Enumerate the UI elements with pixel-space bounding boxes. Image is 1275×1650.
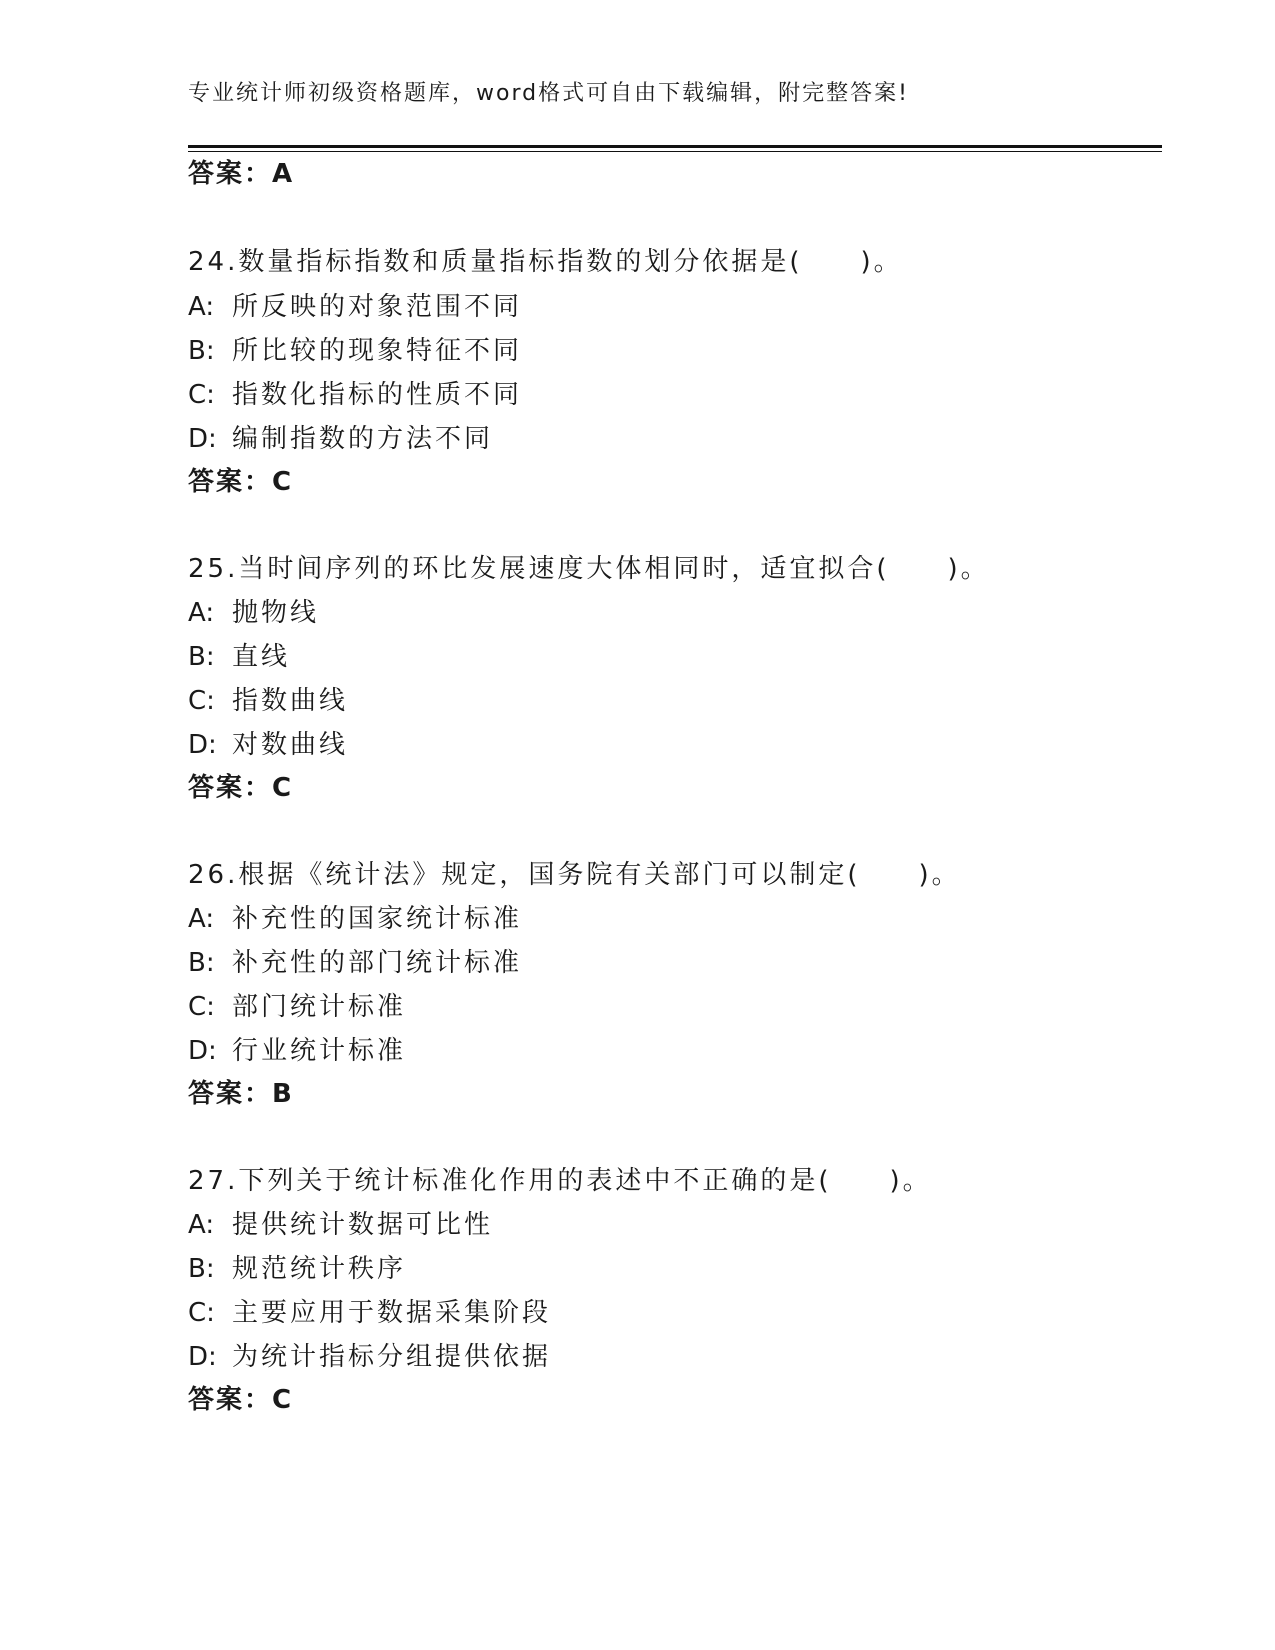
option-a xyxy=(188,597,319,629)
option-key: A: xyxy=(188,598,215,628)
option-text: 主要应用于数据采集阶段 xyxy=(232,1298,552,1328)
option-key: B: xyxy=(188,336,215,366)
option-text: 编制指数的方法不同 xyxy=(232,424,494,454)
answer-value: C xyxy=(272,1385,294,1415)
answer xyxy=(188,1078,294,1110)
option-d xyxy=(188,1035,406,1067)
answer-prefix: 答案： xyxy=(188,1385,273,1415)
option-text: 直线 xyxy=(232,642,291,672)
option-b xyxy=(188,1253,406,1285)
option-text: 所比较的现象特征不同 xyxy=(232,336,523,366)
option-key: B: xyxy=(188,1254,215,1284)
answer-value: C xyxy=(272,773,294,803)
option-text: 补充性的部门统计标准 xyxy=(232,948,523,978)
option-a xyxy=(188,291,522,323)
question-stem: 25.当时间序列的环比发展速度大体相同时，适宜拟合( )。 xyxy=(188,554,990,584)
answer-prefix: 答案： xyxy=(188,467,273,497)
option-key: D: xyxy=(188,1342,217,1372)
option-text: 指数化指标的性质不同 xyxy=(232,380,523,410)
option-text: 对数曲线 xyxy=(232,730,349,760)
option-key: C: xyxy=(188,1298,215,1328)
answer-value: A xyxy=(272,159,295,189)
option-c xyxy=(188,991,406,1023)
option-b xyxy=(188,641,290,673)
option-d xyxy=(188,1341,551,1373)
option-c xyxy=(188,685,348,717)
question-stem: 27.下列关于统计标准化作用的表述中不正确的是( )。 xyxy=(188,1166,932,1196)
header-rule-thick xyxy=(188,145,1162,148)
option-key: A: xyxy=(188,1210,215,1240)
option-key: D: xyxy=(188,1036,217,1066)
option-key: C: xyxy=(188,992,215,1022)
answer xyxy=(188,466,293,498)
option-text: 规范统计秩序 xyxy=(232,1254,407,1284)
option-key: A: xyxy=(188,904,215,934)
option-text: 补充性的国家统计标准 xyxy=(232,904,523,934)
option-text: 为统计指标分组提供依据 xyxy=(232,1342,552,1372)
answer-value: C xyxy=(272,467,294,497)
header-rule-thin xyxy=(188,151,1162,152)
option-text: 部门统计标准 xyxy=(232,992,407,1022)
answer-prefix: 答案： xyxy=(188,159,273,189)
option-key: A: xyxy=(188,292,215,322)
option-key: D: xyxy=(188,730,217,760)
option-a xyxy=(188,1209,493,1241)
option-d xyxy=(188,729,348,761)
previous-answer xyxy=(188,158,294,190)
option-b xyxy=(188,947,522,979)
answer-value: B xyxy=(272,1079,294,1109)
option-text: 所反映的对象范围不同 xyxy=(232,292,523,322)
answer xyxy=(188,1384,293,1416)
option-key: B: xyxy=(188,642,215,672)
answer xyxy=(188,772,293,804)
option-key: B: xyxy=(188,948,215,978)
option-c xyxy=(188,1297,551,1329)
answer-prefix: 答案： xyxy=(188,773,273,803)
question-stem: 26.根据《统计法》规定，国务院有关部门可以制定( )。 xyxy=(188,860,961,890)
option-key: C: xyxy=(188,686,215,716)
option-text: 提供统计数据可比性 xyxy=(232,1210,494,1240)
option-text: 抛物线 xyxy=(232,598,320,628)
option-c xyxy=(188,379,522,411)
option-a xyxy=(188,903,522,935)
option-key: C: xyxy=(188,380,215,410)
option-text: 指数曲线 xyxy=(232,686,349,716)
answer-prefix: 答案： xyxy=(188,1079,273,1109)
option-key: D: xyxy=(188,424,217,454)
page-header-text: 专业统计师初级资格题库，word格式可自由下载编辑，附完整答案! xyxy=(188,81,909,106)
option-text: 行业统计标准 xyxy=(232,1036,407,1066)
option-b xyxy=(188,335,522,367)
question-stem: 24.数量指标指数和质量指标指数的划分依据是( )。 xyxy=(188,247,903,277)
option-d xyxy=(188,423,493,455)
